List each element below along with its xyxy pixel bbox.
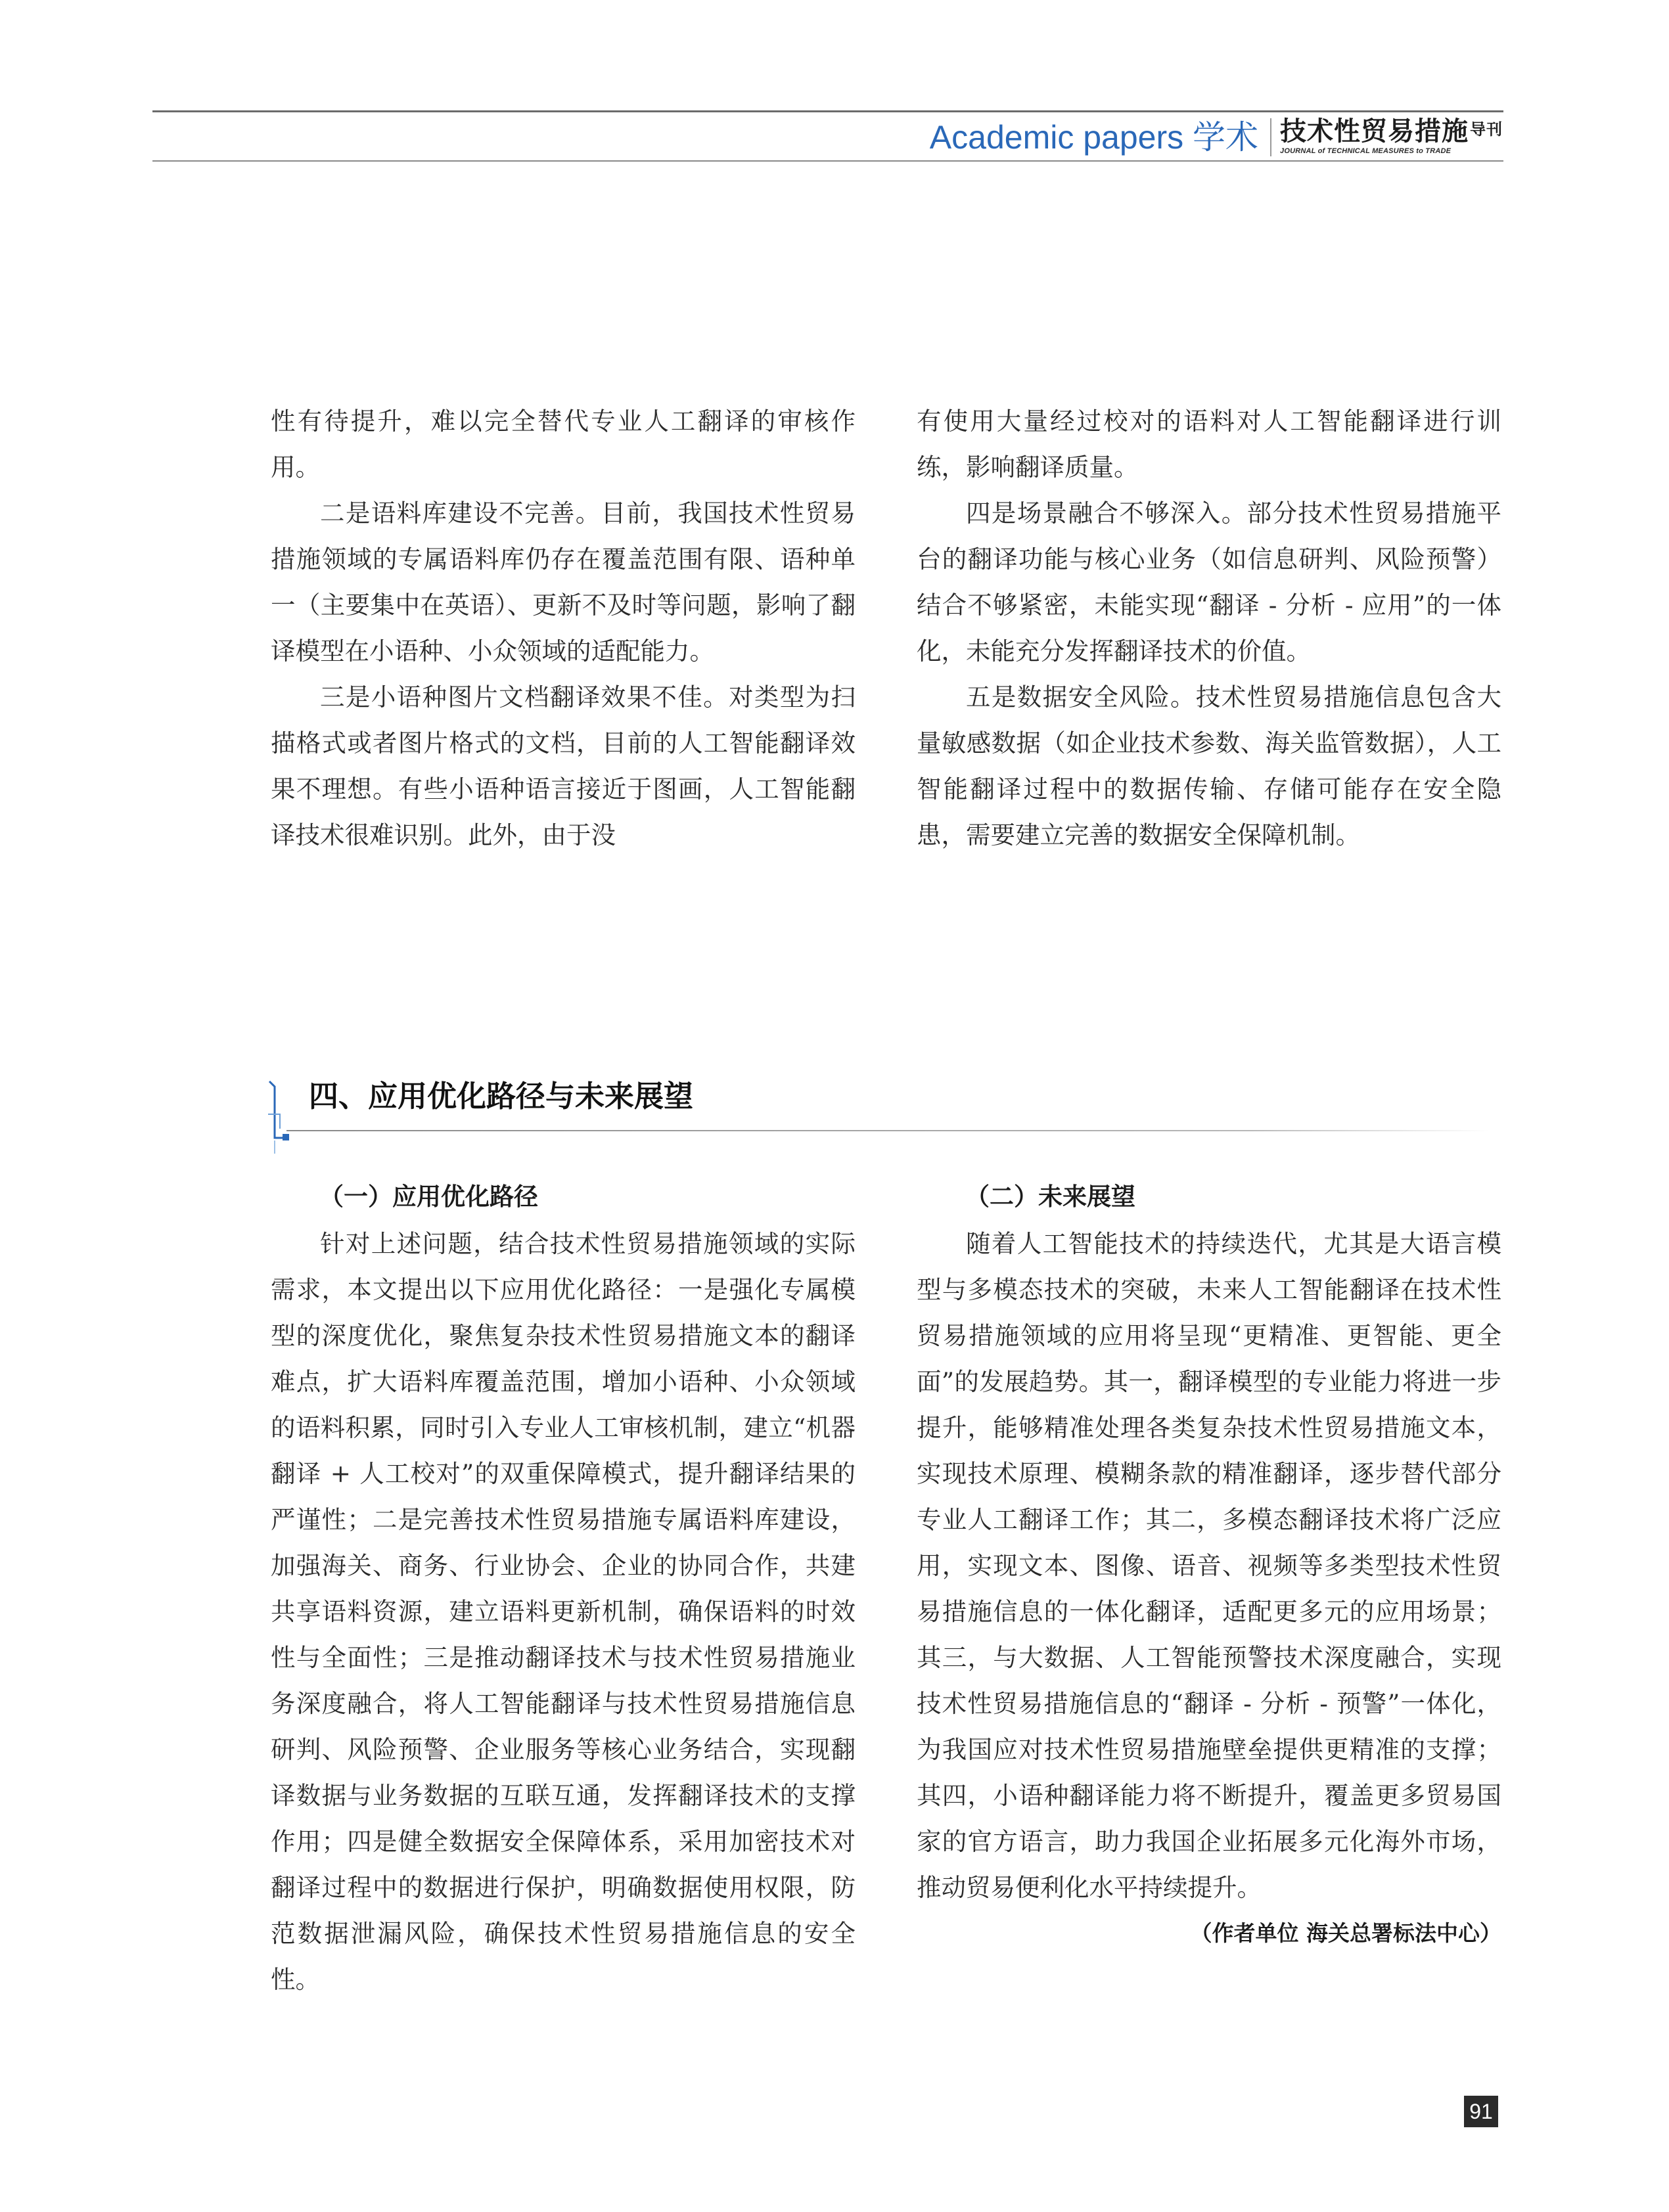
paragraph: 性有待提升，难以完全替代专业人工翻译的审核作用。 xyxy=(271,407,856,482)
section-rule xyxy=(286,1130,1489,1131)
paragraph: 四是场景融合不够深入。部分技术性贸易措施平台的翻译功能与核心业务（如信息研判、风险预警）结合不够紧密，未能实现“翻译 - 分析 - 应用”的一体化，未能充分发挥翻译技术的价值。 xyxy=(917,499,1501,666)
left-subsection xyxy=(271,1173,856,2002)
section-heading: 四、应用优化路径与未来展望 xyxy=(309,1079,694,1114)
subsection-heading: （一）应用优化路径 xyxy=(319,1183,538,1211)
journal-suffix: 导刊 xyxy=(1470,120,1503,139)
page-number: 91 xyxy=(1464,2096,1498,2127)
right-subsection xyxy=(917,1173,1501,1956)
header-separator xyxy=(1270,118,1271,156)
journal-logo xyxy=(1280,114,1503,156)
paragraph: 五是数据安全风险。技术性贸易措施信息包含大量敏感数据（如企业技术参数、海关监管数据），人工智能翻译过程中的数据传输、存储可能存在安全隐患，需要建立完善的数据安全保障机制。 xyxy=(917,683,1501,849)
subsection-heading: （二）未来展望 xyxy=(965,1183,1135,1211)
author-affiliation: （作者单位 海关总署标法中心） xyxy=(1190,1920,1501,1946)
top-left-column xyxy=(271,398,856,858)
journal-name-cn: 技术性贸易措施 xyxy=(1280,116,1469,147)
paragraph: 有使用大量经过校对的语料对人工智能翻译进行训练，影响翻译质量。 xyxy=(917,407,1501,482)
journal-name-en: JOURNAL of TECHNICAL MEASURES to TRADE xyxy=(1280,147,1452,155)
header-bottom-rule xyxy=(152,160,1503,162)
top-right-column xyxy=(917,398,1501,858)
paragraph: 二是语料库建设不完善。目前，我国技术性贸易措施领域的专属语料库仍存在覆盖范围有限、语种单一（主要集中在英语）、更新不及时等问题，影响了翻译模型在小语种、小众领域的适配能力。 xyxy=(271,499,856,666)
paragraph: 针对上述问题，结合技术性贸易措施领域的实际需求，本文提出以下应用优化路径：一是强化专属模型的深度优化，聚焦复杂技术性贸易措施文本的翻译难点，扩大语料库覆盖范围，增加小语种、小众领域的语料积累，同时引入专业人工审核机制，建立“机器翻译 + 人工校对”的双重保障模式，提升翻译结果的严谨性；二是完善技术性贸易措施专属语料库建设，加强海关、商务、行业协会、企业的协同合作，共建共享语料资源，建立语料更新机制，确保语料的时效性与全面性；三是推动翻译技术与技术性贸易措施业务深度融合，将人工智能翻译与技术性贸易措施信息研判、风险预警、企业服务等核心业务结合，实现翻译数据与业务数据的互联互通，发挥翻译技术的支撑作用；四是健全数据安全保障体系，采用加密技术对翻译过程中的数据进行保护，明确数据使用权限，防范数据泄漏风险，确保技术性贸易措施信息的安全性。 xyxy=(271,1229,856,1994)
header-section-label: Academic papers 学术 xyxy=(929,119,1258,156)
section-bracket-icon xyxy=(265,1077,305,1156)
paragraph: 三是小语种图片文档翻译效果不佳。对类型为扫描格式或者图片格式的文档，目前的人工智能翻译效果不理想。有些小语种语言接近于图画，人工智能翻译技术很难识别。此外，由于没 xyxy=(271,683,856,849)
journal-name-cn-wrap xyxy=(1280,114,1503,147)
header-top-rule xyxy=(152,110,1503,112)
paragraph: 随着人工智能技术的持续迭代，尤其是大语言模型与多模态技术的突破，未来人工智能翻译在技术性贸易措施领域的应用将呈现“更精准、更智能、更全面”的发展趋势。其一，翻译模型的专业能力将进一步提升，能够精准处理各类复杂技术性贸易措施文本，实现技术原理、模糊条款的精准翻译，逐步替代部分专业人工翻译工作；其二，多模态翻译技术将广泛应用，实现文本、图像、语音、视频等多类型技术性贸易措施信息的一体化翻译，适配更多元的应用场景；其三，与大数据、人工智能预警技术深度融合，实现技术性贸易措施信息的“翻译 - 分析 - 预警”一体化，为我国应对技术性贸易措施壁垒提供更精准的支撑；其四，小语种翻译能力将不断提升，覆盖更多贸易国家的官方语言，助力我国企业拓展多元化海外市场，推动贸易便利化水平持续提升。 xyxy=(917,1229,1501,1902)
